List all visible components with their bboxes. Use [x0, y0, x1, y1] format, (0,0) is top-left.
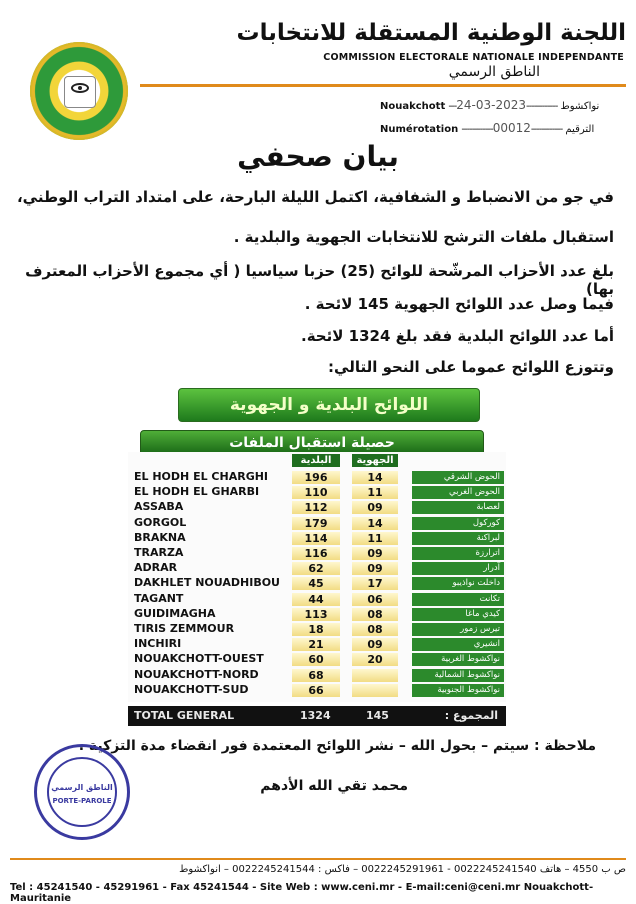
- regional-count: 20: [352, 653, 398, 666]
- regional-count: 14: [352, 471, 398, 484]
- table-row: [130, 500, 506, 515]
- region-name: NOUAKCHOTT-OUEST: [134, 652, 264, 666]
- region-name-ar: كيدي ماغا: [412, 608, 504, 621]
- official-stamp: [34, 744, 130, 840]
- paragraph-1: في جو من الانضباط و الشفافية، اكتمل الليلة البارحة، على امتداد التراب الوطني،: [16, 188, 614, 206]
- region-name: BRAKNA: [134, 530, 186, 544]
- table-row: [130, 531, 506, 546]
- region-name-ar: تكانت: [412, 593, 504, 606]
- region-name-ar: آدرار: [412, 562, 504, 575]
- municipal-count: 112: [292, 501, 340, 514]
- regional-count: 09: [352, 501, 398, 514]
- header-rule: [140, 84, 626, 87]
- total-municipal: 1324: [300, 709, 331, 722]
- table-row: [130, 637, 506, 652]
- regional-count: 08: [352, 608, 398, 621]
- stamp-line-fr: PORTE-PAROLE: [52, 797, 112, 805]
- region-name-ar: انشيري: [412, 638, 504, 651]
- paragraph-6: وتتوزع اللوائح عموما على النحو التالي:: [328, 358, 614, 376]
- regional-count: [352, 669, 398, 682]
- header-subtitle-ar: الناطق الرسمي: [448, 64, 540, 80]
- note-text: ملاحظة : سيتم – بحول الله – نشر اللوائح المعتمدة فور انقضاء مدة التزكية .: [78, 738, 596, 754]
- table-row: [130, 652, 506, 667]
- municipal-count: 196: [292, 471, 340, 484]
- table-row: [130, 470, 506, 485]
- date-line: Nouakchott ---24-03-2023------------ نواكشوط: [380, 98, 600, 112]
- total-label-ar: المجموع :: [444, 709, 498, 722]
- region-name-ar: نواكشوط الشمالية: [412, 669, 504, 682]
- ceni-logo: [30, 42, 128, 140]
- table-row: [130, 546, 506, 561]
- municipal-count: 116: [292, 547, 340, 560]
- table-row: [130, 592, 506, 607]
- paragraph-3: بلغ عدد الأحزاب المرشّحة للوائح (25) حزبا سياسيا ( أي مجموع الأحزاب المعترف بها): [25, 262, 614, 298]
- municipal-count: 66: [292, 684, 340, 697]
- number-label-fr: Numérotation: [380, 124, 459, 135]
- stamp-ring: [47, 757, 117, 827]
- region-name: EL HODH EL CHARGHI: [134, 470, 269, 483]
- press-release-title: بيان صحفي: [237, 140, 399, 173]
- paragraph-4: فيما وصل عدد اللوائح الجهوية 145 لائحة .: [304, 295, 614, 313]
- regional-count: 08: [352, 623, 398, 636]
- region-name-ar: الحوض الشرقي: [412, 471, 504, 484]
- eye-icon: [71, 83, 89, 93]
- table-row: [130, 576, 506, 591]
- total-label: TOTAL GENERAL: [134, 709, 235, 722]
- municipal-count: 68: [292, 669, 340, 682]
- footer-contact-ar: ص ب 4550 – هاتف 0022245241540 - 0022245291961 – فاكس : 0022245241544 – انواكشوط: [179, 864, 626, 875]
- ballot-box-icon: [64, 76, 96, 108]
- paragraph-5: أما عدد اللوائح البلدية فقد بلغ 1324 لائحة.: [301, 327, 614, 345]
- paragraph-2: استقبال ملفات الترشح للانتخابات الجهوية والبلدية .: [233, 228, 614, 246]
- place-label-ar: نواكشوط: [560, 101, 600, 112]
- region-name: TRARZA: [134, 546, 184, 559]
- region-name: GORGOL: [134, 515, 187, 529]
- place-label-fr: Nouakchott: [380, 101, 446, 112]
- region-name: EL HODH EL GHARBI: [134, 485, 260, 499]
- regional-count: 09: [352, 547, 398, 560]
- regional-count: 17: [352, 577, 398, 590]
- region-name-ar: داخلت نواذيبو: [412, 577, 504, 590]
- number-label-ar: الترقيم: [565, 124, 595, 135]
- region-name-ar: الحوض الغربي: [412, 486, 504, 499]
- regional-count: 11: [352, 486, 398, 499]
- regional-count: 09: [352, 638, 398, 651]
- municipal-count: 179: [292, 517, 340, 530]
- region-name: TAGANT: [134, 591, 184, 605]
- region-name-ar: لعصابة: [412, 501, 504, 514]
- municipal-count: 110: [292, 486, 340, 499]
- region-name-ar: لبراكنة: [412, 532, 504, 545]
- region-name-ar: كوركول: [412, 517, 504, 530]
- region-name: INCHIRI: [134, 637, 182, 651]
- col-municipal-header: البلدية: [292, 454, 340, 467]
- region-name: NOUAKCHOTT-NORD: [134, 667, 259, 681]
- region-name: DAKHLET NOUADHIBOU: [134, 576, 280, 590]
- total-row: [128, 706, 506, 726]
- table-row: [130, 485, 506, 500]
- col-regional-header: الجهوية: [352, 454, 398, 467]
- table-row: [130, 683, 506, 698]
- region-name-ar: نواكشوط الجنوبية: [412, 684, 504, 697]
- banner-lists: اللوائح البلدية و الجهوية: [178, 388, 480, 422]
- municipal-count: 21: [292, 638, 340, 651]
- table-row: [130, 668, 506, 683]
- total-regional: 145: [366, 709, 389, 722]
- region-name: GUIDIMAGHA: [134, 606, 216, 620]
- municipal-count: 114: [292, 532, 340, 545]
- municipal-count: 44: [292, 593, 340, 606]
- footer-contact-fr: Tel : 45241540 - 45291961 - Fax 45241544 - Site Web : www.ceni.mr - E-mail:ceni@ceni.mr Nouakchott- Mauritanie: [10, 882, 594, 904]
- municipal-count: 45: [292, 577, 340, 590]
- regional-count: 11: [352, 532, 398, 545]
- region-name: NOUAKCHOTT-SUD: [134, 682, 249, 696]
- region-name-ar: نواكشوط الغربية: [412, 653, 504, 666]
- header-title-ar: اللجنة الوطنية المستقلة للانتخابات: [236, 20, 626, 46]
- regional-count: 09: [352, 562, 398, 575]
- stamp-line-ar: الناطق الرسمي: [51, 783, 113, 792]
- region-name-ar: اترارزة: [412, 547, 504, 560]
- banner-results: حصيلة استقبال الملفات: [140, 430, 484, 456]
- regional-count: [352, 684, 398, 697]
- region-name: TIRIS ZEMMOUR: [134, 622, 235, 635]
- municipal-count: 18: [292, 623, 340, 636]
- municipal-count: 62: [292, 562, 340, 575]
- regional-count: 06: [352, 593, 398, 606]
- footer-rule: [10, 858, 626, 860]
- table-row: [130, 607, 506, 622]
- region-name: ADRAR: [134, 561, 178, 575]
- number-value: 00012: [492, 121, 531, 135]
- date-value: 24-03-2023: [456, 98, 526, 112]
- table-row: [130, 561, 506, 576]
- region-name-ar: تيرس زمور: [412, 623, 504, 636]
- region-name: ASSABA: [134, 500, 184, 514]
- table-row: [130, 516, 506, 531]
- regional-count: 14: [352, 517, 398, 530]
- municipal-count: 60: [292, 653, 340, 666]
- signature-name: محمد تقي الله الأدهم: [260, 778, 408, 794]
- table-row: [130, 622, 506, 637]
- municipal-count: 113: [292, 608, 340, 621]
- header-title-fr: COMMISSION ELECTORALE NATIONALE INDEPENDANTE: [323, 52, 624, 63]
- number-line: Numérotation ------------00012------------ الترقيم: [380, 121, 595, 135]
